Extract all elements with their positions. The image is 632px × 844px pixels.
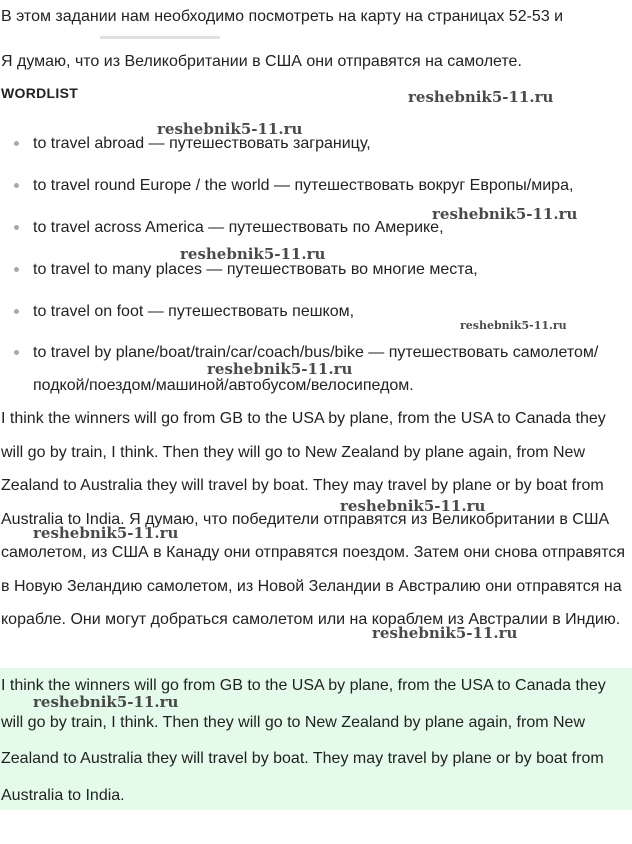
bullet-icon [14, 267, 19, 272]
watermark: reshebnik5-11.ru [33, 524, 179, 542]
answer-paragraph: I think the winners will go from GB to the USA by plane, from the USA to Canada they will go by train, I think. Then they will go to New Zealand by plane again, from New Zealand to Australia they will travel by boat. They may travel by plane or by boat from Australia to India. Я думаю, что победители отправятся из Великобритании в США самолетом, из США в Канаду они отправятся поездом. Затем они снова отправятся в Новую Зеландию самолетом, из Новой Зеландии в Австралию они отправятся на корабле. Они могут добраться самолетом или на кораблем из Австралии в Индию. [1, 410, 626, 628]
watermark: reshebnik5-11.ru [207, 360, 353, 378]
bullet-icon [14, 183, 19, 188]
watermark: reshebnik5-11.ru [408, 88, 554, 106]
list-item-text: to travel to many places — путешествовать во многие места, [33, 261, 478, 278]
wordlist-heading: WORDLIST [1, 85, 79, 101]
watermark: reshebnik5-11.ru [180, 245, 326, 263]
answer-paragraph-highlighted: I think the winners will go from GB to the USA by plane, from the USA to Canada they will go by train, I think. Then they will go to New Zealand by plane again, from New Zealand to Australia they will travel by boat. They may travel by plane or by boat from Australia to India. [1, 677, 606, 804]
watermark: reshebnik5-11.ru [340, 497, 486, 515]
watermark: reshebnik5-11.ru [432, 205, 578, 223]
list-item-text: to travel abroad — путешествовать заграницу, [33, 135, 371, 152]
bullet-icon [14, 350, 19, 355]
list-item-text: to travel across America — путешествовать по Америке, [33, 219, 444, 236]
intro-line-1: В этом задании нам необходимо посмотреть на карту на страницах 52-53 и [1, 8, 564, 25]
watermark: reshebnik5-11.ru [372, 624, 518, 642]
watermark: reshebnik5-11.ru [33, 693, 179, 711]
intro-line-2: Я думаю, что из Великобритании в США они отправятся на самолете. [1, 53, 522, 70]
list-item-text: to travel by plane/boat/train/car/coach/bus/bike — путешествовать самолетом/подкой/поездом/машиной/автобусом/велосипедом. [33, 344, 599, 394]
bullet-icon [14, 309, 19, 314]
cut-off-line [0, 36, 632, 46]
list-item-text: to travel on foot — путешествовать пешком, [33, 303, 355, 320]
watermark: reshebnik5-11.ru [157, 120, 303, 138]
watermark: reshebnik5-11.ru [460, 319, 567, 332]
bullet-icon [14, 141, 19, 146]
bullet-icon [14, 225, 19, 230]
list-item-text: to travel round Europe / the world — путешествовать вокруг Европы/мира, [33, 177, 574, 194]
